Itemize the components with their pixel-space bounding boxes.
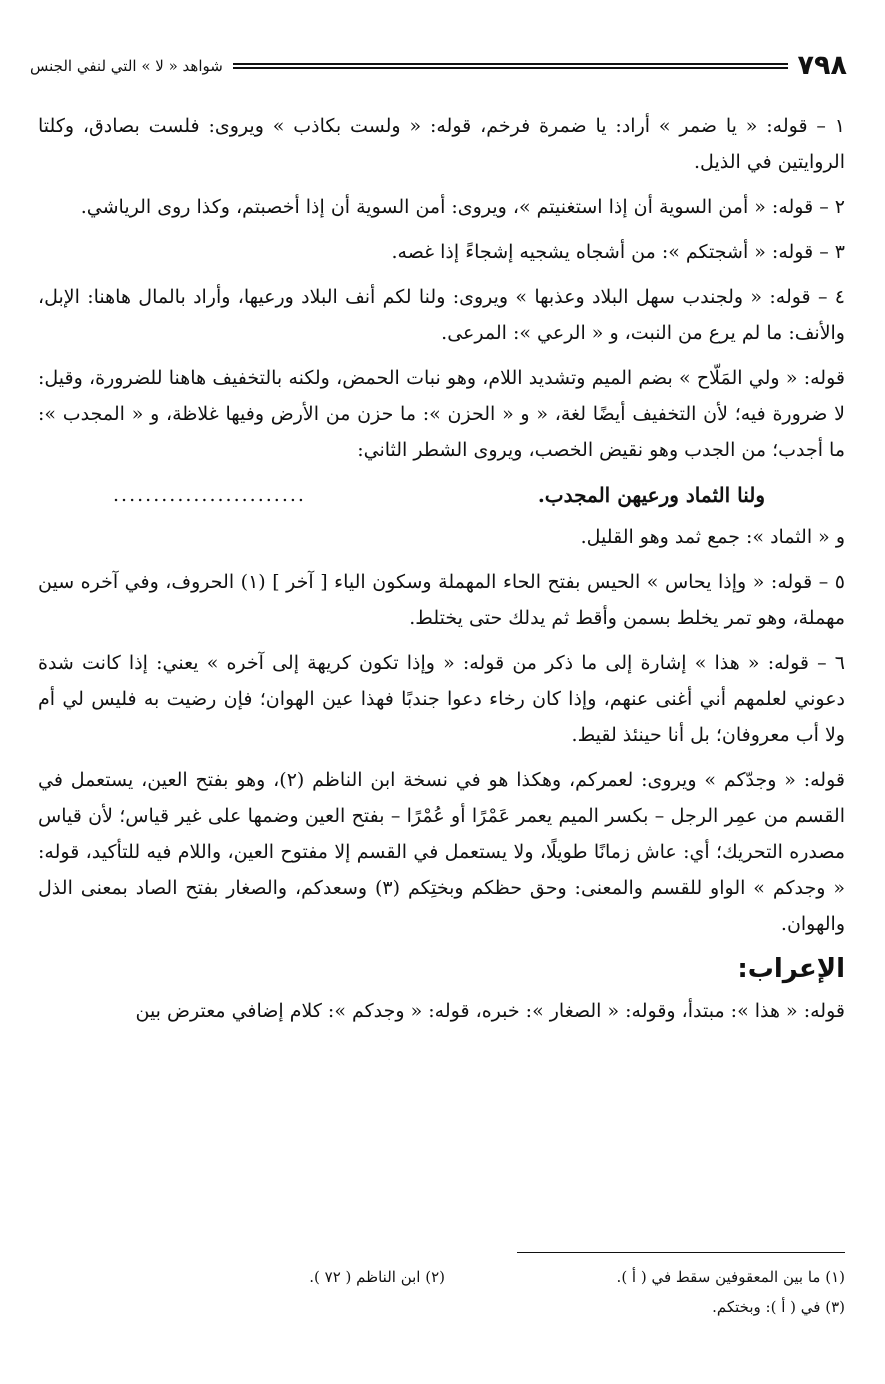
paragraph-5: قوله: « ولي المَلّاح » بضم الميم وتشديد اللام، وهو نبات الحمض، ولكنه بالتخفيف هاهنا للضرورة، وقيل: لا ضرورة فيه؛ لأن التخفيف أيضًا لغة، « و « الحزن »: ما حزن من الأرض وفيها غلاظة، و « المجدب »: ما أجدب؛ من الجدب وهو نقيض الخصب، ويروى الشطر الثاني:	[38, 367, 845, 461]
footnote-1: (١) ما بين المعقوفين سقط في ( أ ).	[616, 1268, 845, 1286]
paragraph-9: قوله: « وجدّكم » ويروى: لعمركم، وهكذا هو في نسخة ابن الناظم (٢)، وهو بفتح العين، يستعمل في القسم من عمِر الرجل – بكسر الميم يعمر عَمْرًا أو عُمْرًا – بفتح العين وضمها على غير قياس؛ لأن قياس مصدره التحريك؛ أي: عاش زمانًا طويلًا، ولا يستعمل في القسم إلا مفتوح العين، واللام فيه للتأكيد، قوله: « وجدكم » الواو للقسم والمعنى: وحق حظكم وبختِكم (٣) وسعدكم، والصغار بفتح الصاد بمعنى الذل والهوان.	[38, 769, 845, 935]
footnote-separator	[517, 1252, 845, 1253]
verse-line	[38, 477, 845, 513]
footnote-row	[38, 1262, 845, 1292]
paragraph-4: ٤ – قوله: « ولجندب سهل البلاد وعذبها » ويروى: ولنا لكم أنف البلاد ورعيها، وأراد بالمال هاهنا: الإبل، والأنف: ما لم يرع من النبت، و « الرعي »: المرعى.	[38, 286, 845, 344]
verse-ellipsis: ........................	[113, 484, 306, 506]
paragraph-8: ٦ – قوله: « هذا » إشارة إلى ما ذكر من قوله: « وإذا تكون كريهة إلى آخره » يعني: إذا كانت شدة دعوني لعلمهم أني أغنى عنهم، وإذا كان رخاء دعوا جندبًا فهذا عين الهوان؛ فإن رضيت به فليس لي أم ولا أب معروفان؛ بل أنا حينئذ لقيط.	[38, 652, 845, 746]
running-header	[30, 52, 847, 79]
paragraph-7: ٥ – قوله: « وإذا يحاس » الحيس بفتح الحاء المهملة وسكون الياء [ آخر ] (١) الحروف، وفي آخره سين مهملة، وهو تمر يخلط بسمن وأقط ثم يدلك حتى يختلط.	[38, 571, 845, 629]
running-title: شواهد « لا » التي لنفي الجنس	[30, 56, 223, 75]
main-text	[38, 108, 845, 1038]
paragraph-10: قوله: « هذا »: مبتدأ، وقوله: « الصغار »: خبره، قوله: « وجدكم »: كلام إضافي معترض بين	[135, 1000, 845, 1022]
paragraph-1: ١ – قوله: « يا ضمر » أراد: يا ضمرة فرخم، قوله: « ولست بكاذب » ويروى: فلست بصادق، وكلتا الروايتين في الذيل.	[38, 115, 845, 173]
paragraph-2: ٢ – قوله: « أمن السوية أن إذا استغنيتم »، ويروى: أمن السوية أن إذا أخصبتم، وكذا روى الرياشي.	[80, 196, 845, 218]
footnote-row	[38, 1292, 845, 1322]
paragraph-3: ٣ – قوله: « أشجتكم »: من أشجاه يشجيه إشجاءً إذا غصه.	[391, 241, 845, 263]
footnote-3: (٣) في ( أ ): وبختكم.	[712, 1298, 845, 1316]
header-double-rule	[233, 63, 788, 69]
paragraph-6: و « الثماد »: جمع ثمد وهو القليل.	[580, 526, 845, 548]
footnotes	[38, 1262, 845, 1322]
page-number: ٧٩٨	[797, 50, 847, 81]
section-heading: الإعراب:	[737, 954, 845, 984]
footnote-2: (٢) ابن الناظم ( ٧٢ ).	[309, 1268, 445, 1286]
verse-text: ولنا الثماد ورعيهن المجدب.	[537, 483, 765, 507]
